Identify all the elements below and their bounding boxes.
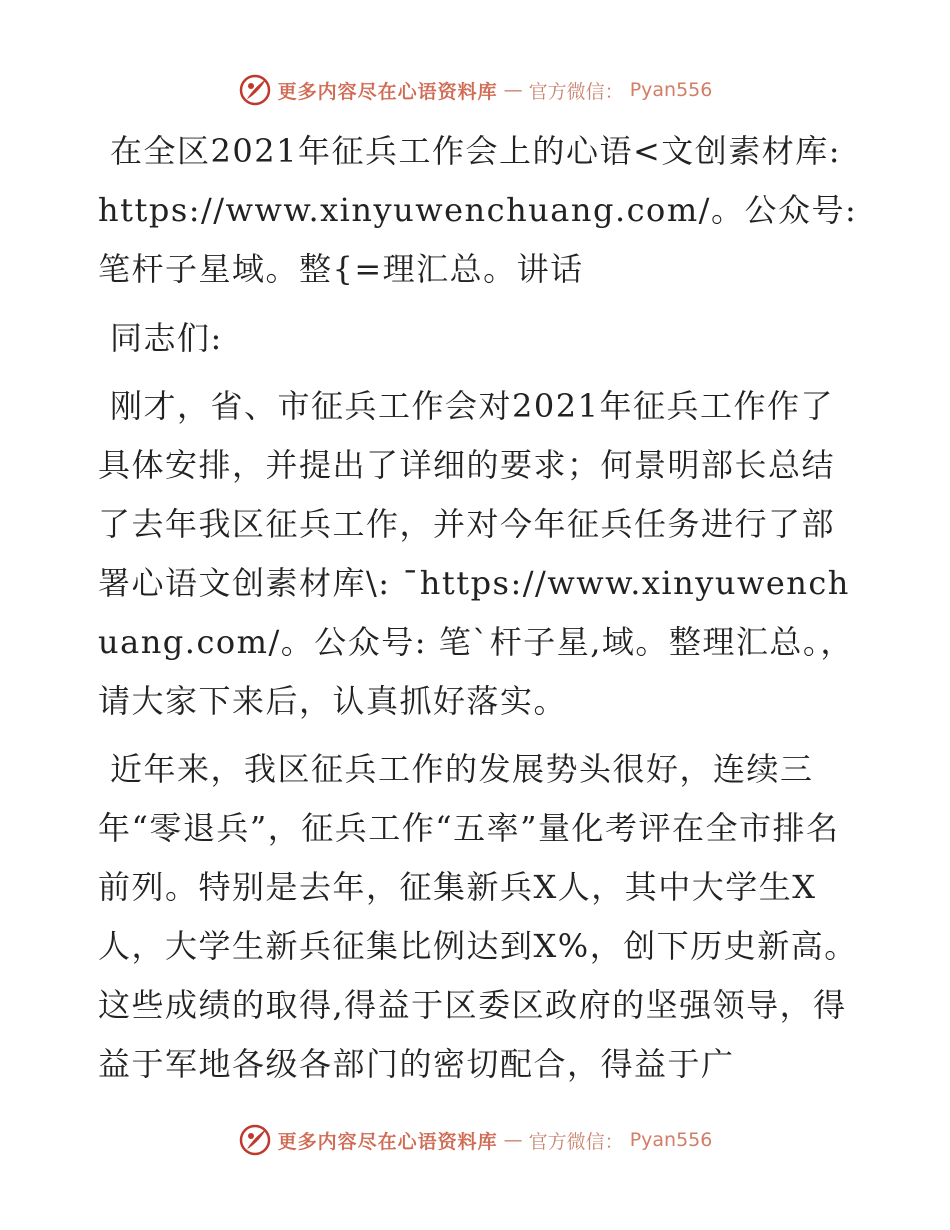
- watermark-footer: [0, 1123, 950, 1157]
- quill-logo-icon: [238, 1123, 272, 1157]
- paragraph: 刚才，省、市征兵工作会对2021年征兵工作作了具体安排，并提出了详细的要求；何景明部长总结了去年我区征兵工作，并对今年征兵任务进行了部署心语文创素材库\: ¯https://www.xinyuwenchuang.com/。公众号: 笔`杆子星,域。整理汇总。，请大家下来后，认真抓好落实。: [98, 387, 854, 720]
- watermark-handle: Pyan556: [629, 79, 713, 101]
- document-title: 在全区2021年征兵工作会上的心语<文创素材库: https://www.xinyuwenchuang.com/。公众号: 笔杆子星域。整{=理汇总。讲话: [98, 132, 858, 288]
- salutation: 同志们:: [110, 319, 223, 357]
- watermark-header: [0, 73, 950, 107]
- document-body: [98, 122, 858, 1103]
- watermark-contact: 官方微信：: [528, 1130, 624, 1153]
- quill-logo-icon: [238, 73, 272, 107]
- watermark-brand: 更多内容尽在心语资料库: [277, 80, 498, 103]
- watermark-handle: Pyan556: [629, 1129, 713, 1151]
- paragraph: 近年来，我区征兵工作的发展势头很好，连续三年“零退兵”，征兵工作“五率”量化考评在全市排名前列。特别是去年，征集新兵X人，其中大学生X人，大学生新兵征集比例达到X%，创下历史新高。这些成绩的取得,得益于区委区政府的坚强领导，得益于军地各级各部门的密切配合，得益于广: [98, 750, 858, 1083]
- watermark-contact: 官方微信：: [528, 80, 624, 103]
- watermark-separator: —: [503, 1129, 523, 1151]
- watermark-brand: 更多内容尽在心语资料库: [277, 1130, 498, 1153]
- watermark-separator: —: [503, 79, 523, 101]
